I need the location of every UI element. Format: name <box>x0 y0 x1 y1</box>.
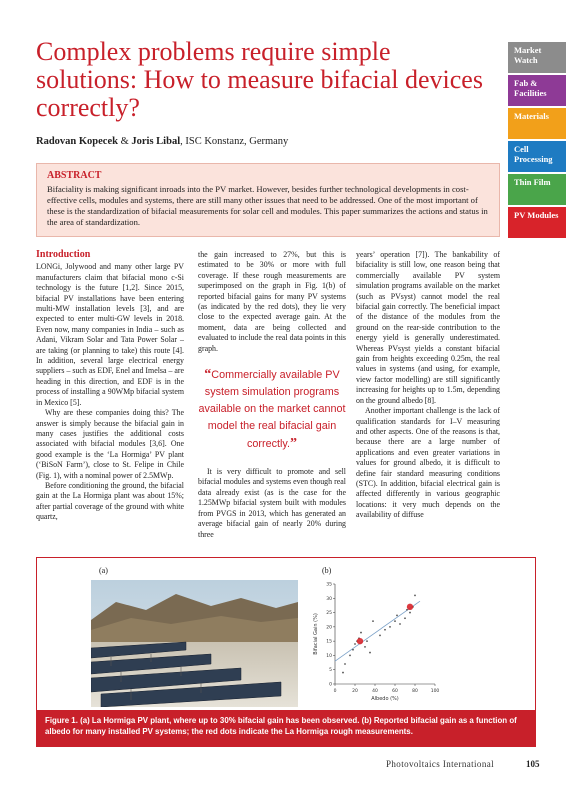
x-tick-label: 0 <box>333 689 337 694</box>
pull-quote-text: Commercially available PV system simulation programs available on the market cannot model the real bifacial gain correctly. <box>198 369 346 451</box>
x-tick-label: 40 <box>372 689 378 694</box>
y-tick-label: 15 <box>326 639 332 645</box>
abstract-text: Bifaciality is making significant inroads into the PV market. However, besides further technological developments in cost-effective cells, modules and systems, there are still many other issues that need to be addressed. One of the most important of these is the standardization of bifacial measurements for solar cell and modules. This paper summarizes the actions and status in the area of standardization. <box>47 184 488 227</box>
data-point <box>354 643 356 645</box>
y-tick-label: 30 <box>326 596 332 602</box>
y-tick-label: 25 <box>326 611 332 617</box>
section-tabs <box>508 42 566 240</box>
data-point <box>389 626 391 628</box>
x-axis-label: Albedo (%) <box>371 696 399 702</box>
paragraph: Another important challenge is the lack of qualification standards for I–V measuring and other aspects. One of the reasons is that, because there are a large number of applications and even greater variations in values for ground albedo, it is difficult to define fair standard measuring conditions (STC). In addition, bifacial electrical gain is affected differently in various geographic locations: it very much depends on the availability of diffuse <box>356 406 500 520</box>
data-point <box>414 595 416 597</box>
data-point <box>379 635 381 637</box>
data-point <box>364 646 366 648</box>
y-axis-label: Bifacial Gain (%) <box>313 613 319 655</box>
tab-pv-modules[interactable]: PV Modules <box>508 207 566 238</box>
author-separator: & <box>117 136 132 147</box>
y-tick-label: 20 <box>326 625 332 631</box>
data-point <box>384 629 386 631</box>
data-point <box>342 672 344 674</box>
data-point <box>404 617 406 619</box>
quote-close-mark: ” <box>290 436 297 452</box>
la-hormiga-point <box>357 638 363 644</box>
data-point <box>366 640 368 642</box>
data-point <box>344 663 346 665</box>
paragraph: years’ operation [7]). The bankability of bifaciality is still low, one reason being that commercially available PV system simulation programs available on the market (such as PVsyst) cannot model the real bifacial gain correctly. The beneficial impact of the distance of the modules from the ground on the rear-side contribution to the energy yield is generally underestimated. Whereas PVsyst yields a constant bifacial gain from heights exceeding 0.25m, the real values in systems (and using, for example, view factor modelling) are still significantly increasing for heights up to 1.5m, depending on the ground albedo [8]. <box>356 250 500 405</box>
x-tick-label: 100 <box>430 689 440 694</box>
la-hormiga-point <box>407 604 413 610</box>
y-tick-label: 5 <box>329 668 332 674</box>
paragraph: the gain increased to 27%, but this is estimated to be 30% or more with full coverage. If these rough measurements are superimposed on the graph in Fig. 1(b) of reported bifacial gains for many PV systems (as indicated by the red dots), they lie very close to the expected average gain. At the moment, data are being collected and evaluated to include the real data points in this graph. <box>198 250 346 353</box>
data-point <box>369 652 371 654</box>
body-column-3 <box>356 250 500 521</box>
figure-1 <box>36 557 536 747</box>
tab-market-watch[interactable]: Market Watch <box>508 42 566 73</box>
y-tick-label: 35 <box>326 582 332 588</box>
body-column-1 <box>36 250 184 523</box>
paragraph: Why are these companies doing this? The answer is simply because the bifacial gain in many cases justifies the additional costs associated with bifacial modules [3,6]. One good example is the ‘La Hormiga’ PV plant (‘BiSoN Farm’), close to St. Felipe in Chile (Fig. 1), with a nominal power of 2.5MWp. <box>36 408 184 480</box>
author-line <box>36 136 288 147</box>
figure-caption: Figure 1. (a) La Hormiga PV plant, where up to 30% bifacial gain has been observed. (b) Reported bifacial gain as a function of albedo for many installed PV systems; the red dots indicate the La Hormiga rough measurements. <box>37 710 535 746</box>
data-point <box>360 632 362 634</box>
article-title: Complex problems require simple solutions: How to measure bifacial devices correctly? <box>36 37 483 122</box>
author-2: Joris Libal <box>131 136 181 147</box>
data-point <box>399 623 401 625</box>
paragraph: It is very difficult to promote and sell bifacial modules and systems even though real data already exist (as is the case for the 1.25MWp bifacial system built with modules from PVGS in 2013, which has generated an average bifacial gain of nearly 20% during three <box>198 467 346 539</box>
x-tick-label: 80 <box>412 689 418 694</box>
abstract-box <box>36 163 500 237</box>
tab-cell-processing[interactable]: Cell Processing <box>508 141 566 172</box>
page-number: 105 <box>526 759 540 769</box>
pv-plant-photo <box>91 580 298 707</box>
author-affiliation: , ISC Konstanz, Germany <box>180 136 289 147</box>
abstract-heading: ABSTRACT <box>47 170 102 181</box>
figure-label-a: (a) <box>99 566 108 575</box>
figure-label-b: (b) <box>322 566 332 575</box>
tab-materials[interactable]: Materials <box>508 108 566 139</box>
data-point <box>394 620 396 622</box>
data-point <box>396 615 398 617</box>
y-tick-label: 0 <box>329 682 332 688</box>
journal-name: Photovoltaics International <box>386 759 495 769</box>
bifacial-gain-chart <box>309 578 445 708</box>
intro-heading: Introduction <box>36 249 91 260</box>
tab-fab-facilities[interactable]: Fab & Facilities <box>508 75 566 106</box>
data-point <box>349 655 351 657</box>
paragraph: LONGi, Jolywood and many other large PV manufacturers claim that bifacial mono c-Si technology is the future [1,2]. Since 2015, bifacial PV installations have been entering multi-MW installation levels [3], and are expected to enter multi-GW levels in 2018. Even now, many companies in India – such as Adani, Vikram Solar and Tata Power Solar – are taking (or planning to take) this route [4]. In addition, several large electrical energy suppliers – such as EDF, Enel and Imelsa – are heading in this direction, and EDF is in the process of installing a 90WMp bifacial system in Mexico [5]. <box>36 262 184 407</box>
data-point <box>352 649 354 651</box>
body-column-2 <box>198 250 346 540</box>
y-tick-label: 10 <box>326 653 332 659</box>
x-tick-label: 60 <box>392 689 398 694</box>
data-point <box>372 620 374 622</box>
author-1: Radovan Kopecek <box>36 136 118 147</box>
x-tick-label: 20 <box>352 689 358 694</box>
pull-quote <box>198 366 346 453</box>
data-point <box>406 609 408 611</box>
quote-open-mark: “ <box>204 367 212 383</box>
data-point <box>409 612 411 614</box>
tab-thin-film[interactable]: Thin Film <box>508 174 566 205</box>
paragraph: Before conditioning the ground, the bifacial gain at the La Hormiga plant was about 15%; after partial coverage of the ground with white quartz, <box>36 480 184 522</box>
